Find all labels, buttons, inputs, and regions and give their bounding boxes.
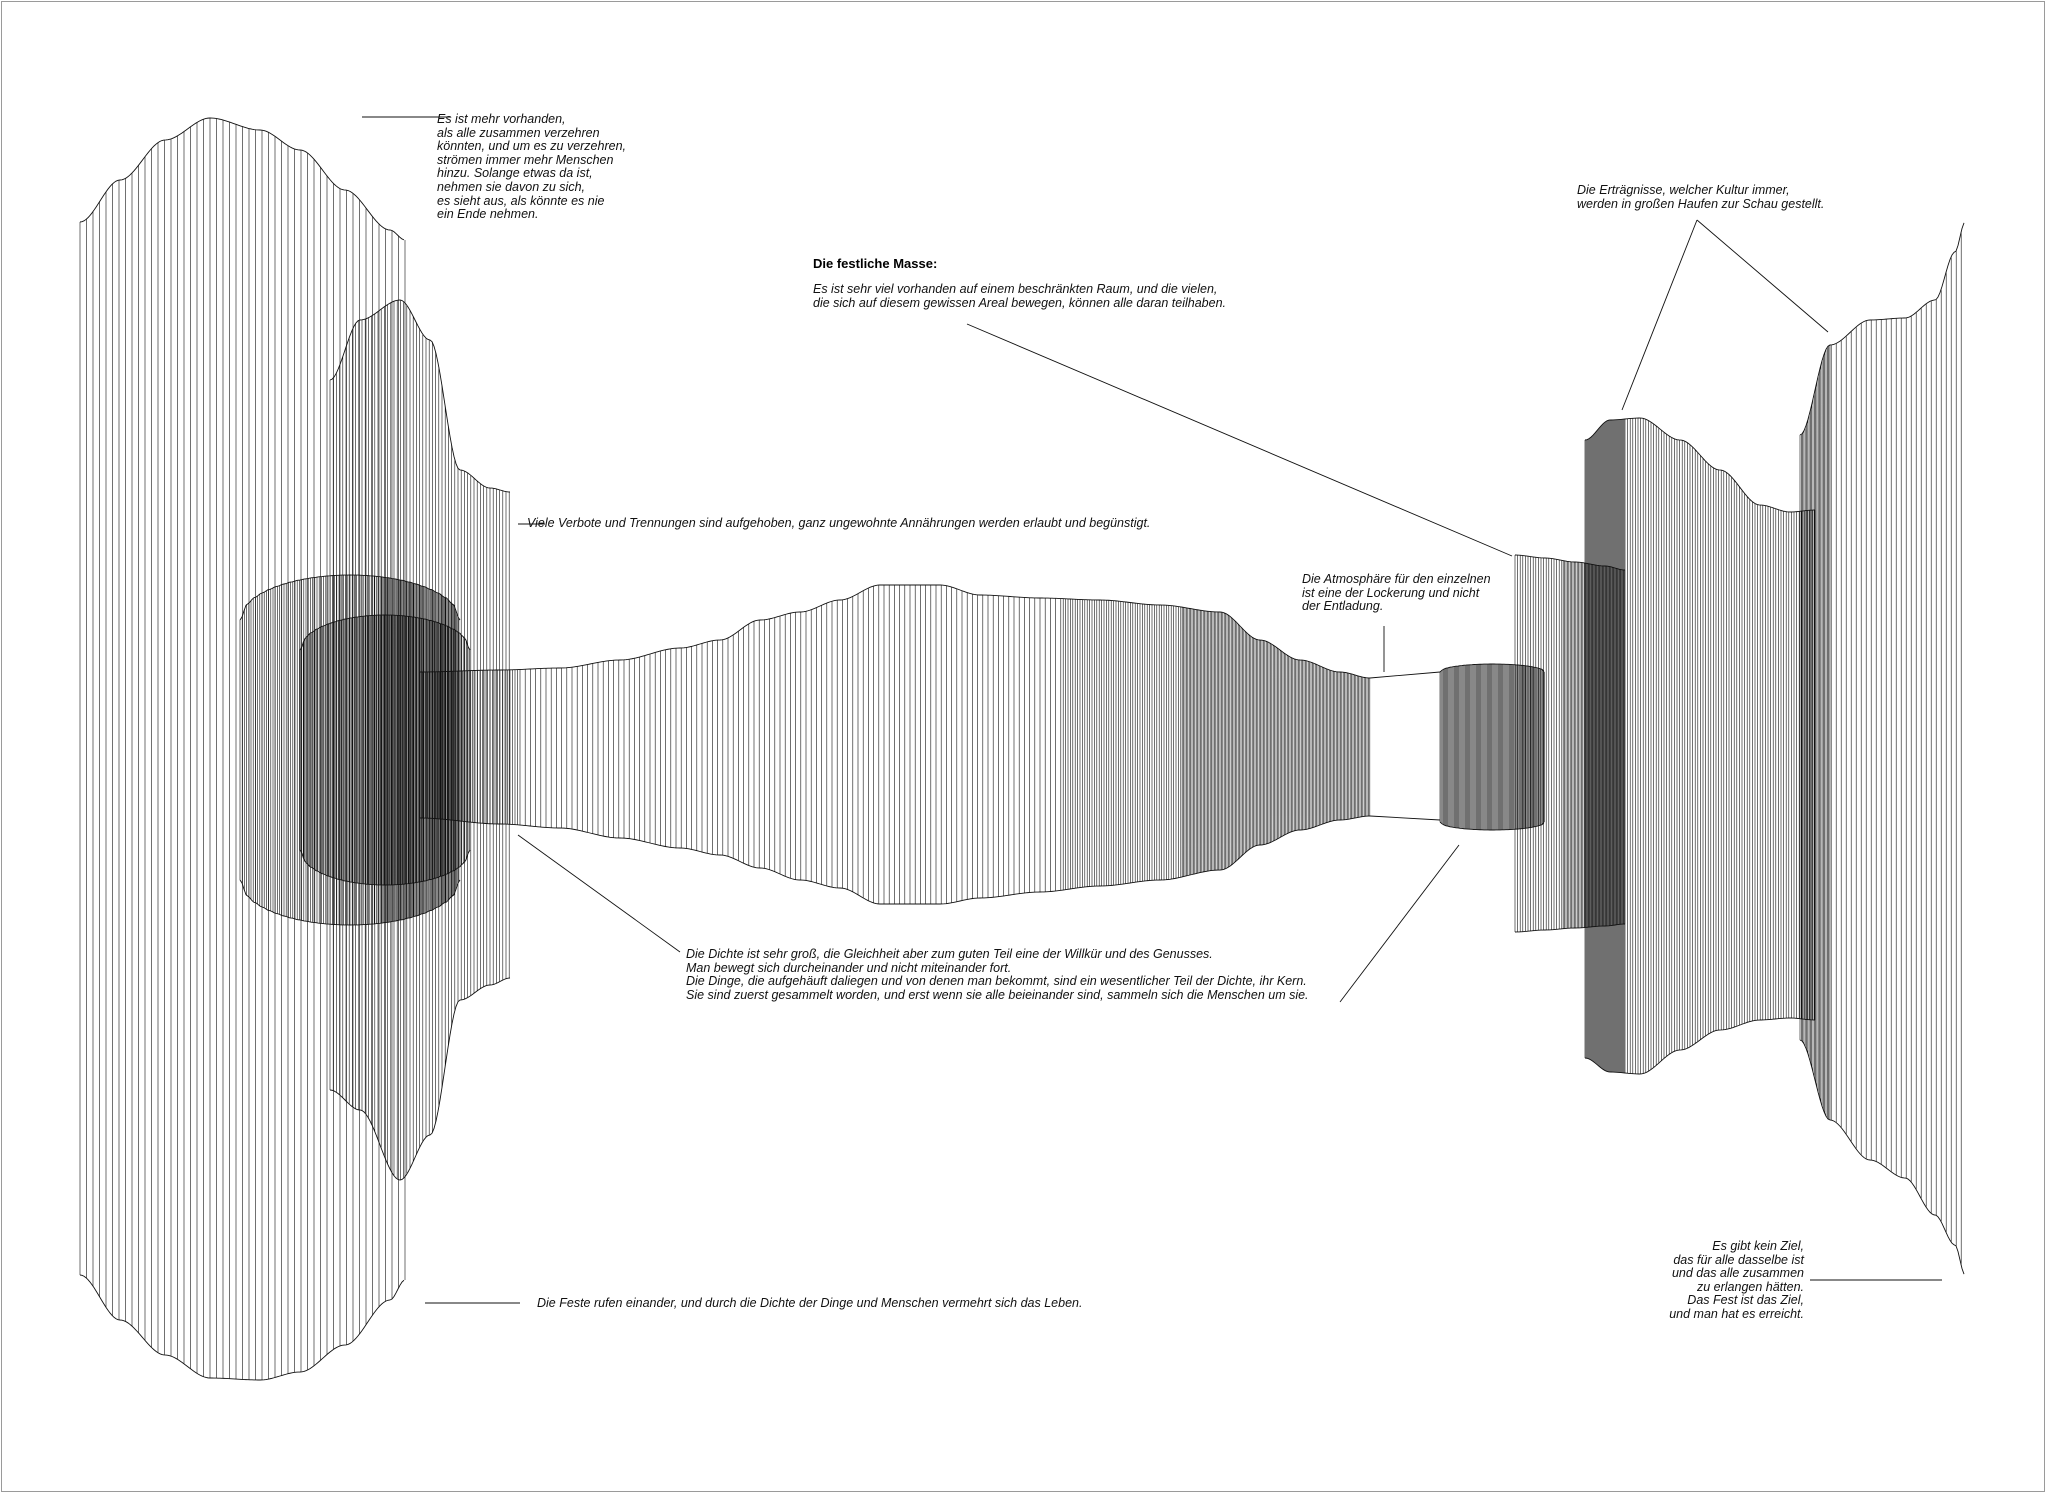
note-atmosphere <box>1302 573 1491 614</box>
central-band <box>420 585 1370 904</box>
annotation-line: Sie sind zuerst gesammelt worden, und erst wenn sie alle beieinander sind, sammeln sich die Menschen um sie. <box>686 987 1309 1002</box>
annotation-line: als alle zusammen verzehren <box>437 125 600 140</box>
annotation-line: die sich auf diesem gewissen Areal bewegen, können alle daran teilhaben. <box>813 295 1227 310</box>
annotation-line: Die Dinge, die aufgehäuft daliegen und von denen man bekommt, sind ein wesentlicher Teil der Dichte, ihr Kern. <box>686 974 1307 989</box>
annotation-line: Die Atmosphäre für den einzelnen <box>1302 572 1491 586</box>
annotation-line: Es gibt kein Ziel, <box>1712 1239 1804 1253</box>
annotation-line: Man bewegt sich durcheinander und nicht miteinander fort. <box>686 960 1012 975</box>
annotation-line: Das Fest ist das Ziel, <box>1687 1293 1804 1308</box>
annotation-line: Die Erträgnisse, welcher Kultur immer, <box>1577 183 1790 197</box>
note-goal <box>1600 1240 1804 1322</box>
annotation-line: Die Feste rufen einander, und durch die Dichte der Dinge und Menschen vermehrt sich das Leben. <box>537 1296 1083 1310</box>
annotation-line: nehmen sie davon zu sich, <box>437 179 586 194</box>
annotation-line: hinzu. Solange etwas da ist, <box>437 166 593 181</box>
annotation-line: zu erlangen hätten. <box>1696 1279 1804 1294</box>
annotation-line: es sieht aus, als könnte es nie <box>437 193 605 208</box>
note-yields <box>1577 184 1824 211</box>
note-density <box>686 948 1309 1002</box>
annotation-line: und man hat es erreicht. <box>1669 1306 1804 1321</box>
leader-density-right <box>1340 845 1459 1002</box>
neck-outline <box>1370 672 1440 820</box>
annotation-line: strömen immer mehr Menschen <box>437 152 614 167</box>
annotation-line: und das alle zusammen <box>1671 1266 1804 1281</box>
note-feasts <box>537 1297 1082 1311</box>
annotation-line: Es ist sehr viel vorhanden auf einem beschränkten Raum, und die vielen, <box>813 282 1218 296</box>
far-right-column <box>1800 223 1964 1274</box>
annotation-line: Die Dichte ist sehr groß, die Gleichheit aber zum guten Teil eine der Willkür und des Genusses. <box>686 947 1213 961</box>
note-festive-mass <box>813 283 1226 310</box>
annotation-line: Viele Verbote und Trennungen sind aufgehoben, ganz ungewohnte Annährungen werden erlaubt und begünstigt. <box>527 516 1151 530</box>
annotation-line: ist eine der Lockerung und nicht <box>1302 585 1480 600</box>
leader-yields-left <box>1622 220 1697 410</box>
annotation-line: könnten, und um es zu verzehren, <box>437 139 627 154</box>
annotation-line: der Entladung. <box>1302 599 1384 614</box>
leader-density-left <box>518 835 680 952</box>
inner-capsule <box>240 575 460 925</box>
leader-yields-right <box>1697 220 1828 332</box>
annotation-line: Es ist mehr vorhanden, <box>437 112 566 126</box>
diagram-title: Die festliche Masse: <box>813 256 938 271</box>
annotation-line: werden in großen Haufen zur Schau gestellt. <box>1577 196 1825 211</box>
annotation-line: das für alle dasselbe ist <box>1673 1252 1804 1267</box>
note-prohibitions <box>527 517 1150 531</box>
note-abundance <box>437 113 626 222</box>
right-small-cylinder <box>1440 664 1545 830</box>
annotation-line: ein Ende nehmen. <box>437 207 539 222</box>
